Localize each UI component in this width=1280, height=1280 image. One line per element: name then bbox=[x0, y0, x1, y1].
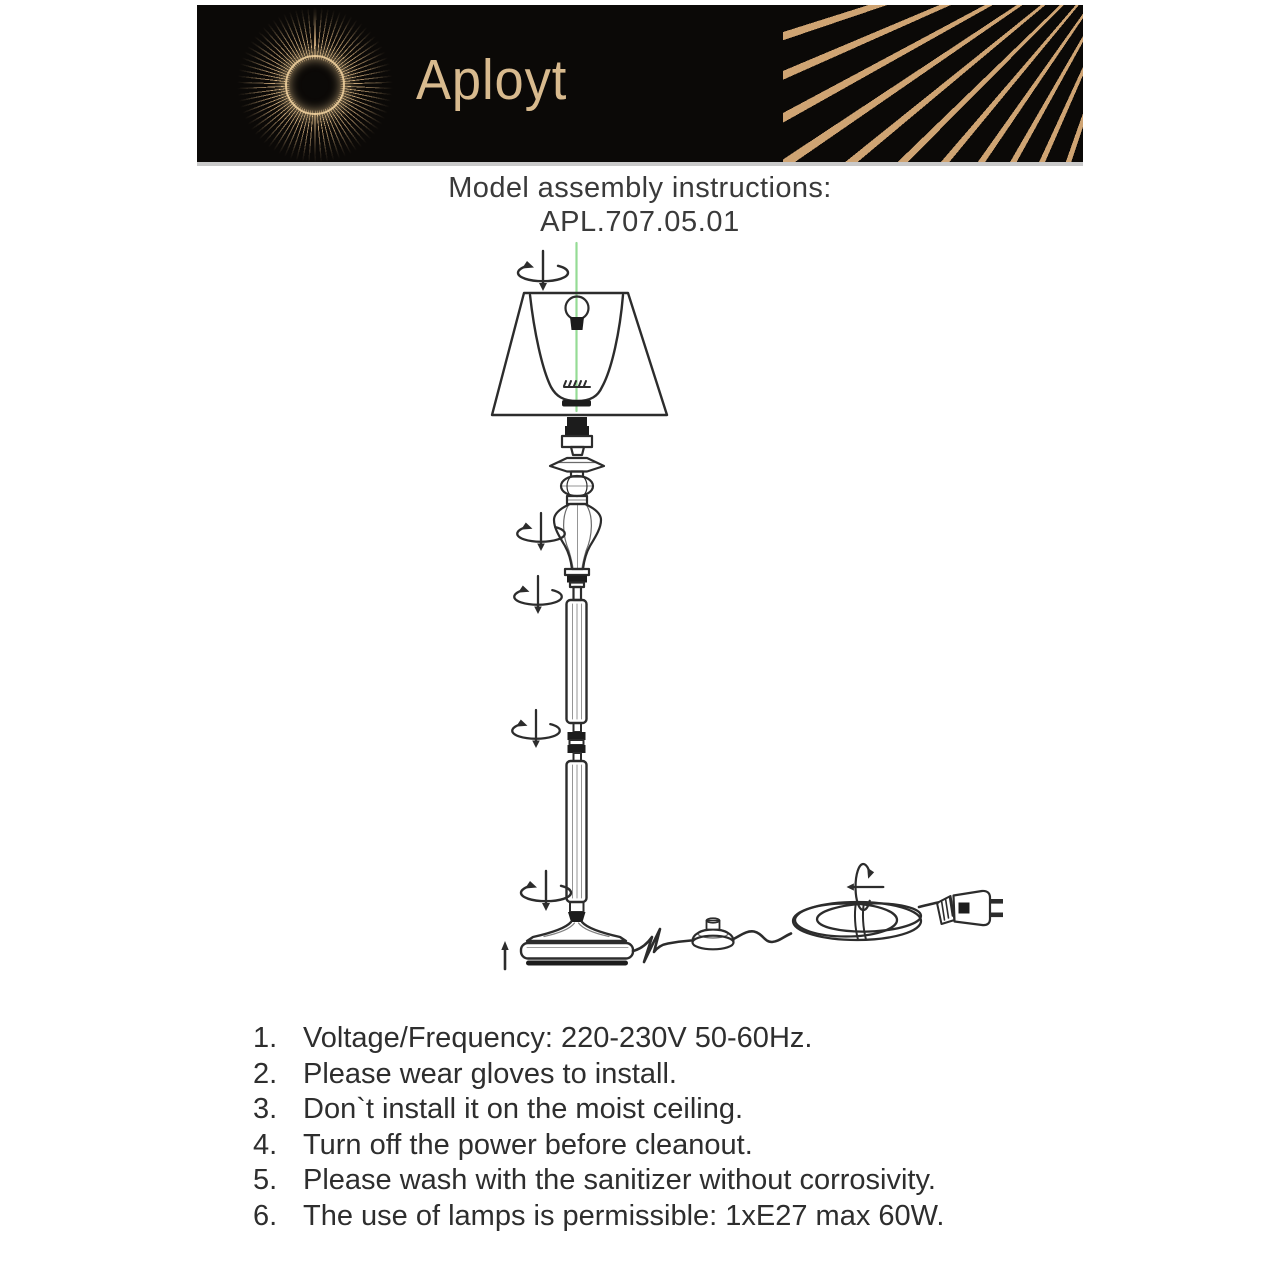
item-text: Please wear gloves to install. bbox=[303, 1057, 677, 1090]
item-number: 3. bbox=[253, 1093, 278, 1125]
lamp-socket bbox=[562, 417, 592, 455]
cord-coil bbox=[793, 902, 938, 940]
item-number: 6. bbox=[253, 1199, 278, 1232]
item-text: Voltage/Frequency: 220-230V 50-60Hz. bbox=[303, 1022, 813, 1054]
instruction-list bbox=[253, 1022, 1093, 1235]
rotation-arrow-shade bbox=[518, 251, 568, 291]
base-height-tick bbox=[501, 941, 508, 969]
list-item bbox=[253, 1200, 1093, 1236]
rotation-arrow-rod bbox=[514, 576, 562, 614]
foot-switch bbox=[693, 918, 734, 949]
item-text: Please wash with the sanitizer without corrosivity. bbox=[303, 1164, 936, 1196]
model-number: APL.707.05.01 bbox=[540, 206, 740, 238]
item-number: 2. bbox=[253, 1057, 278, 1090]
rotation-arrow-base bbox=[521, 871, 571, 911]
item-number: 4. bbox=[253, 1128, 278, 1161]
lower-pole-tube bbox=[567, 761, 587, 922]
item-number: 1. bbox=[253, 1022, 278, 1054]
round-base bbox=[521, 922, 633, 966]
list-item bbox=[253, 1164, 1093, 1200]
power-plug bbox=[937, 891, 1003, 925]
power-cord-mid bbox=[734, 931, 792, 942]
threaded-connector bbox=[568, 732, 586, 761]
title-line1: Model assembly instructions: bbox=[448, 172, 832, 204]
list-item bbox=[253, 1093, 1093, 1129]
list-item bbox=[253, 1129, 1093, 1165]
item-text: Turn off the power before cleanout. bbox=[303, 1128, 753, 1161]
lampshade bbox=[492, 293, 667, 415]
item-text: The use of lamps is permissible: 1xE27 max 60W. bbox=[303, 1199, 945, 1232]
rotation-arrow-pole bbox=[512, 710, 560, 748]
brand-name: Aployt bbox=[416, 48, 568, 112]
list-item bbox=[253, 1058, 1093, 1094]
power-cord bbox=[633, 929, 691, 962]
list-item bbox=[253, 1022, 1093, 1058]
upper-pole-tube bbox=[567, 600, 587, 732]
item-text: Don`t install it on the moist ceiling. bbox=[303, 1093, 744, 1125]
item-number: 5. bbox=[253, 1164, 278, 1196]
